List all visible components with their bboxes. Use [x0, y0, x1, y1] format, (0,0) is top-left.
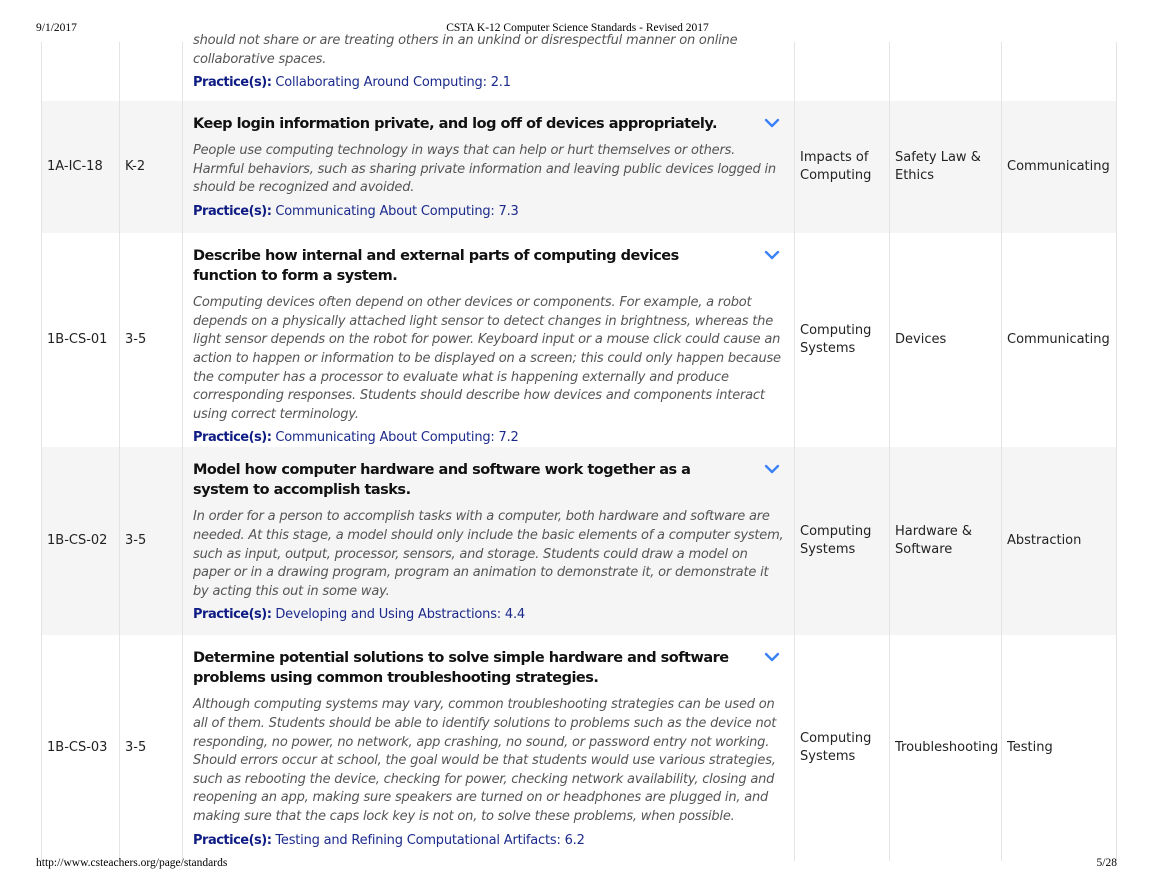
grade-band: K-2: [120, 101, 183, 233]
standard-description: Although computing systems may vary, common troubleshooting strategies can be used on all of them. Students should be able to identify solutions to problems such as the device not responding, no power, no network, app crashing, no sound, or password entry not working. Should errors occur at school, the goal would be that students would use various strategies, such as rebooting the device, checking for power, checking network availability, closing and reopening an app, making sure speakers are turned on or headphones are plugged in, and making sure that the caps lock key is not on, to solve these problems, when possible.: [193, 697, 777, 824]
standard-description: Computing devices often depend on other devices or components. For example, a robot depends on a physically attached light sensor to detect changes in brightness, whereas the light sensor depends on the robot for power. Keyboard input or a mouse click could cause an action to happen or information to be displayed on a screen; this could only happen because the computer has a processor to evaluate what is happening externally and produce corresponding responses. Students should describe how devices and components interact using correct terminology.: [193, 295, 781, 422]
standard-title: Model how computer hardware and software work together as a system to accomplish tasks.: [193, 462, 691, 499]
standard-cell: [183, 447, 795, 635]
practice-label: Practice(s):: [193, 607, 272, 623]
concept: Computing Systems: [795, 635, 890, 861]
standard-id: 1B-CS-02: [42, 447, 120, 635]
standard-description: should not share or are treating others in an unkind or disrespectful manner on online collaborative spaces.: [193, 33, 738, 67]
grade-band: [120, 42, 183, 101]
practice-line: [193, 203, 784, 221]
standard-id: [42, 42, 120, 101]
print-footer: [0, 857, 1155, 873]
chevron-down-icon[interactable]: [764, 463, 780, 475]
standard-title: Describe how internal and external parts of computing devices function to form a system.: [193, 248, 679, 285]
standard-cell: [183, 635, 795, 861]
core-practice: [1002, 42, 1117, 101]
grade-band: 3-5: [120, 447, 183, 635]
practice-link[interactable]: Collaborating Around Computing: 2.1: [275, 75, 511, 91]
standard-cell: [183, 33, 795, 101]
practice-line: [193, 606, 784, 624]
standards-table: [41, 33, 1117, 861]
table-row: [42, 635, 1117, 861]
table-row: [42, 42, 1117, 101]
print-title: CSTA K-12 Computer Science Standards - Revised 2017: [446, 22, 709, 34]
chevron-down-icon[interactable]: [764, 651, 780, 663]
subconcept: Troubleshooting: [890, 635, 1002, 861]
practice-link[interactable]: Testing and Refining Computational Artifacts: 6.2: [275, 832, 585, 848]
standard-id: 1A-IC-18: [42, 101, 120, 233]
concept: Impacts of Computing: [795, 101, 890, 233]
standard-description: People use computing technology in ways that can help or hurt themselves or others. Harmful behaviors, such as sharing private information and leaving public devices logged in should be recognized and avoided.: [193, 143, 776, 196]
standards-table-container: [41, 33, 1116, 852]
grade-band: 3-5: [120, 233, 183, 447]
practice-link[interactable]: Developing and Using Abstractions: 4.4: [275, 607, 525, 623]
standard-cell: [183, 101, 795, 233]
core-practice: Communicating: [1002, 233, 1117, 447]
practice-label: Practice(s):: [193, 203, 272, 219]
core-practice: Testing: [1002, 635, 1117, 861]
standard-description: In order for a person to accomplish tasks with a computer, both hardware and software are needed. At this stage, a model should only include the basic elements of a computer system, such as input, output, processor, sensors, and storage. Students could draw a model on paper or in a drawing program, program an animation to demonstrate it, or demonstrate it by acting this out in some way.: [193, 509, 784, 599]
table-row: [42, 233, 1117, 447]
table-row: [42, 101, 1117, 233]
subconcept: Devices: [890, 233, 1002, 447]
standard-title: Keep login information private, and log off of devices appropriately.: [193, 116, 718, 133]
practice-label: Practice(s):: [193, 75, 272, 91]
concept: [795, 42, 890, 101]
core-practice: Abstraction: [1002, 447, 1117, 635]
practice-link[interactable]: Communicating About Computing: 7.3: [275, 203, 519, 219]
practice-line: [193, 74, 784, 92]
chevron-down-icon[interactable]: [764, 117, 780, 129]
concept: Computing Systems: [795, 233, 890, 447]
subconcept: [890, 42, 1002, 101]
table-row: [42, 447, 1117, 635]
print-url: http://www.csteachers.org/page/standards: [36, 857, 228, 869]
core-practice: Communicating: [1002, 101, 1117, 233]
practice-label: Practice(s):: [193, 832, 272, 848]
practice-label: Practice(s):: [193, 430, 272, 446]
concept: Computing Systems: [795, 447, 890, 635]
grade-band: 3-5: [120, 635, 183, 861]
subconcept: Safety Law & Ethics: [890, 101, 1002, 233]
print-date: 9/1/2017: [36, 22, 77, 34]
standard-id: 1B-CS-01: [42, 233, 120, 447]
practice-link[interactable]: Communicating About Computing: 7.2: [275, 430, 519, 446]
practice-line: [193, 429, 784, 447]
practice-line: [193, 832, 784, 850]
subconcept: Hardware & Software: [890, 447, 1002, 635]
standard-title: Determine potential solutions to solve simple hardware and software problems using common troubleshooting strategies.: [193, 650, 729, 687]
standard-id: 1B-CS-03: [42, 635, 120, 861]
chevron-down-icon[interactable]: [764, 249, 780, 261]
standard-cell: [183, 233, 795, 447]
page-number: 5/28: [1096, 857, 1117, 869]
